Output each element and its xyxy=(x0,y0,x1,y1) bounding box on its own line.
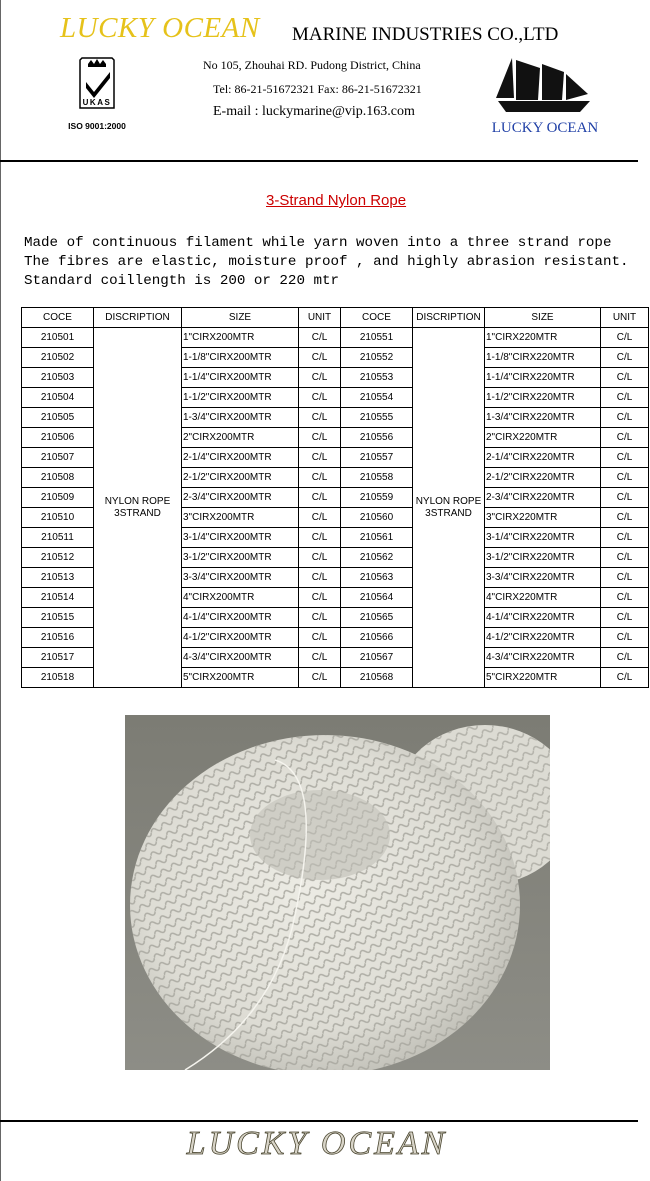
size-cell: 2"CIRX200MTR xyxy=(182,428,299,448)
code-cell: 210560 xyxy=(341,508,413,528)
table-header-row xyxy=(22,308,649,328)
code-cell: 210568 xyxy=(341,668,413,688)
brand-name: LUCKY OCEAN xyxy=(60,12,260,44)
size-cell: 4-1/2"CIRX200MTR xyxy=(182,628,299,648)
product-table xyxy=(21,307,649,688)
rope-coil-photo xyxy=(125,715,550,1070)
size-cell: 3"CIRX220MTR xyxy=(485,508,601,528)
code-cell: 210557 xyxy=(341,448,413,468)
size-cell: 1-1/2"CIRX220MTR xyxy=(485,388,601,408)
code-cell: 210513 xyxy=(22,568,94,588)
code-cell: 210552 xyxy=(341,348,413,368)
col-header-unit: UNIT xyxy=(299,308,341,328)
size-cell: 2-3/4"CIRX200MTR xyxy=(182,488,299,508)
unit-cell: C/L xyxy=(601,488,649,508)
unit-cell: C/L xyxy=(299,408,341,428)
code-cell: 210553 xyxy=(341,368,413,388)
code-cell: 210501 xyxy=(22,328,94,348)
code-cell: 210567 xyxy=(341,648,413,668)
code-cell: 210510 xyxy=(22,508,94,528)
unit-cell: C/L xyxy=(601,368,649,388)
sailing-ship-logo xyxy=(492,54,598,138)
svg-text:ISO 9001:2000: ISO 9001:2000 xyxy=(68,121,126,131)
size-cell: 2-1/2"CIRX220MTR xyxy=(485,468,601,488)
code-cell: 210558 xyxy=(341,468,413,488)
unit-cell: C/L xyxy=(601,588,649,608)
unit-cell: C/L xyxy=(601,448,649,468)
unit-cell: C/L xyxy=(601,668,649,688)
size-cell: 2-3/4"CIRX220MTR xyxy=(485,488,601,508)
svg-text:UKAS: UKAS xyxy=(82,98,112,107)
size-cell: 3-3/4"CIRX220MTR xyxy=(485,568,601,588)
code-cell: 210505 xyxy=(22,408,94,428)
unit-cell: C/L xyxy=(299,648,341,668)
size-cell: 4-3/4"CIRX200MTR xyxy=(182,648,299,668)
size-cell: 1-3/4"CIRX200MTR xyxy=(182,408,299,428)
unit-cell: C/L xyxy=(299,608,341,628)
company-phone-fax: Tel: 86-21-51672321 Fax: 86-21-51672321 xyxy=(213,82,422,96)
footer-logo xyxy=(182,1120,452,1165)
unit-cell: C/L xyxy=(601,608,649,628)
size-cell: 1-1/4"CIRX220MTR xyxy=(485,368,601,388)
product-title: 3-Strand Nylon Rope xyxy=(266,192,407,209)
unit-cell: C/L xyxy=(601,388,649,408)
unit-cell: C/L xyxy=(299,488,341,508)
code-cell: 210506 xyxy=(22,428,94,448)
table-row xyxy=(22,328,649,348)
code-cell: 210562 xyxy=(341,548,413,568)
size-cell: 2-1/4"CIRX200MTR xyxy=(182,448,299,468)
size-cell: 2-1/2"CIRX200MTR xyxy=(182,468,299,488)
size-cell: 3-1/2"CIRX220MTR xyxy=(485,548,601,568)
code-cell: 210554 xyxy=(341,388,413,408)
unit-cell: C/L xyxy=(299,328,341,348)
size-cell: 4"CIRX200MTR xyxy=(182,588,299,608)
size-cell: 4-1/4"CIRX200MTR xyxy=(182,608,299,628)
code-cell: 210514 xyxy=(22,588,94,608)
code-cell: 210512 xyxy=(22,548,94,568)
code-cell: 210563 xyxy=(341,568,413,588)
header-divider xyxy=(0,160,638,162)
product-description: Made of continuous filament while yarn woven into a three strand rope The fibres are elastic, moisture proof , and highly abrasion resistant. Standard coillength is 200 or 220 mtr xyxy=(24,235,629,289)
unit-cell: C/L xyxy=(299,548,341,568)
col-header-code: COCE xyxy=(22,308,94,328)
size-cell: 1-1/2"CIRX200MTR xyxy=(182,388,299,408)
code-cell: 210508 xyxy=(22,468,94,488)
company-email[interactable]: E-mail : luckymarine@vip.163.com xyxy=(213,104,415,119)
code-cell: 210556 xyxy=(341,428,413,448)
col-header-size: SIZE xyxy=(485,308,601,328)
unit-cell: C/L xyxy=(299,348,341,368)
col-header-description: DISCRIPTION xyxy=(94,308,182,328)
code-cell: 210502 xyxy=(22,348,94,368)
unit-cell: C/L xyxy=(299,468,341,488)
size-cell: 2"CIRX220MTR xyxy=(485,428,601,448)
size-cell: 1-1/8"CIRX200MTR xyxy=(182,348,299,368)
code-cell: 210555 xyxy=(341,408,413,428)
code-cell: 210518 xyxy=(22,668,94,688)
unit-cell: C/L xyxy=(601,348,649,368)
size-cell: 3-1/4"CIRX200MTR xyxy=(182,528,299,548)
code-cell: 210511 xyxy=(22,528,94,548)
code-cell: 210503 xyxy=(22,368,94,388)
size-cell: 4"CIRX220MTR xyxy=(485,588,601,608)
code-cell: 210516 xyxy=(22,628,94,648)
size-cell: 4-1/4"CIRX220MTR xyxy=(485,608,601,628)
unit-cell: C/L xyxy=(299,368,341,388)
footer-brand: LUCKY OCEAN xyxy=(186,1125,448,1162)
col-header-code: COCE xyxy=(341,308,413,328)
size-cell: 2-1/4"CIRX220MTR xyxy=(485,448,601,468)
size-cell: 1"CIRX200MTR xyxy=(182,328,299,348)
size-cell: 3-3/4"CIRX200MTR xyxy=(182,568,299,588)
unit-cell: C/L xyxy=(299,388,341,408)
code-cell: 210559 xyxy=(341,488,413,508)
unit-cell: C/L xyxy=(601,328,649,348)
company-name: MARINE INDUSTRIES CO.,LTD xyxy=(292,24,559,45)
unit-cell: C/L xyxy=(299,628,341,648)
size-cell: 4-3/4"CIRX220MTR xyxy=(485,648,601,668)
code-cell: 210517 xyxy=(22,648,94,668)
size-cell: 5"CIRX220MTR xyxy=(485,668,601,688)
unit-cell: C/L xyxy=(601,508,649,528)
unit-cell: C/L xyxy=(299,508,341,528)
unit-cell: C/L xyxy=(299,448,341,468)
code-cell: 210504 xyxy=(22,388,94,408)
size-cell: 1-1/4"CIRX200MTR xyxy=(182,368,299,388)
col-header-unit: UNIT xyxy=(601,308,649,328)
unit-cell: C/L xyxy=(299,588,341,608)
col-header-description: DISCRIPTION xyxy=(413,308,485,328)
unit-cell: C/L xyxy=(601,408,649,428)
unit-cell: C/L xyxy=(299,428,341,448)
code-cell: 210515 xyxy=(22,608,94,628)
code-cell: 210561 xyxy=(341,528,413,548)
size-cell: 1-1/8"CIRX220MTR xyxy=(485,348,601,368)
description-cell: NYLON ROPE 3STRAND xyxy=(413,328,485,688)
size-cell: 3"CIRX200MTR xyxy=(182,508,299,528)
code-cell: 210564 xyxy=(341,588,413,608)
logo-text: LUCKY OCEAN xyxy=(492,120,598,136)
page-left-border xyxy=(0,0,1,1181)
unit-cell: C/L xyxy=(601,628,649,648)
unit-cell: C/L xyxy=(299,668,341,688)
description-cell: NYLON ROPE 3STRAND xyxy=(94,328,182,688)
unit-cell: C/L xyxy=(299,568,341,588)
unit-cell: C/L xyxy=(299,528,341,548)
code-cell: 210507 xyxy=(22,448,94,468)
unit-cell: C/L xyxy=(601,468,649,488)
size-cell: 1-3/4"CIRX220MTR xyxy=(485,408,601,428)
unit-cell: C/L xyxy=(601,648,649,668)
unit-cell: C/L xyxy=(601,548,649,568)
code-cell: 210566 xyxy=(341,628,413,648)
size-cell: 3-1/4"CIRX220MTR xyxy=(485,528,601,548)
col-header-size: SIZE xyxy=(182,308,299,328)
unit-cell: C/L xyxy=(601,568,649,588)
unit-cell: C/L xyxy=(601,528,649,548)
code-cell: 210551 xyxy=(341,328,413,348)
code-cell: 210509 xyxy=(22,488,94,508)
company-address: No 105, Zhouhai RD. Pudong District, China xyxy=(203,58,421,72)
code-cell: 210565 xyxy=(341,608,413,628)
size-cell: 1"CIRX220MTR xyxy=(485,328,601,348)
unit-cell: C/L xyxy=(601,428,649,448)
ukas-cert-icon xyxy=(62,56,132,134)
size-cell: 4-1/2"CIRX220MTR xyxy=(485,628,601,648)
size-cell: 3-1/2"CIRX200MTR xyxy=(182,548,299,568)
size-cell: 5"CIRX200MTR xyxy=(182,668,299,688)
